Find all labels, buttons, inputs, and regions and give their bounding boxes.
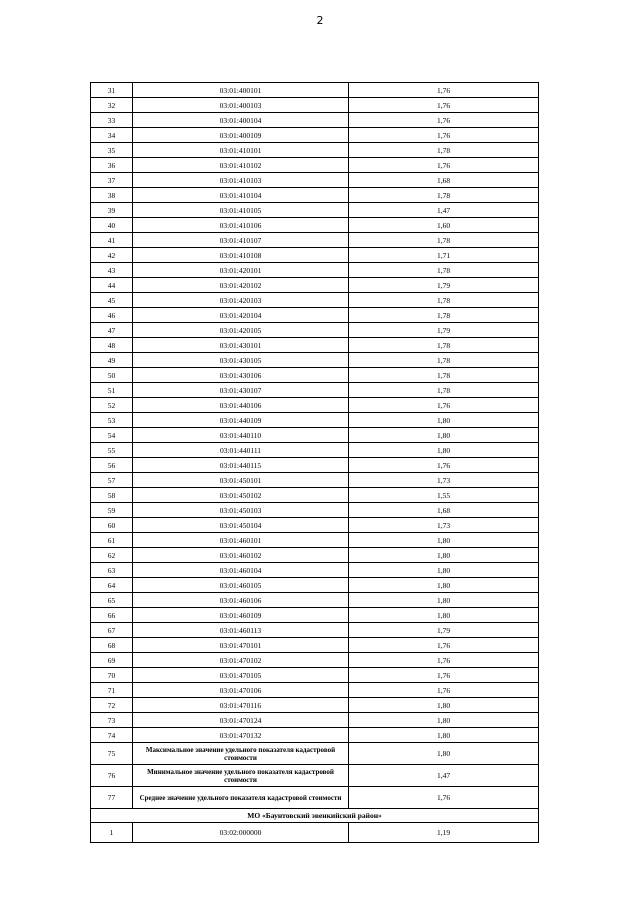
row-number: 50 [91,368,133,383]
row-number: 73 [91,713,133,728]
value-cell: 1,80 [349,728,539,743]
row-number: 55 [91,443,133,458]
value-cell: 1,78 [349,263,539,278]
value-cell: 1,78 [349,338,539,353]
row-number: 70 [91,668,133,683]
cadastral-value-table [90,82,539,843]
cadastral-code: 03:01:430106 [133,368,349,383]
table-row [91,293,539,308]
table-row [91,158,539,173]
summary-row [91,787,539,809]
cadastral-code: 03:01:420104 [133,308,349,323]
value-cell: 1,80 [349,743,539,765]
table-row [91,188,539,203]
summary-label: Среднее значение удельного показателя кадастровой стоимости [133,787,349,809]
table-row [91,473,539,488]
cadastral-code: 03:01:470116 [133,698,349,713]
page-number: 2 [316,14,324,27]
value-cell: 1,76 [349,668,539,683]
row-number: 75 [91,743,133,765]
table-row [91,593,539,608]
value-cell: 1,78 [349,293,539,308]
value-cell: 1,76 [349,98,539,113]
cadastral-code: 03:01:460109 [133,608,349,623]
row-number: 39 [91,203,133,218]
row-number: 51 [91,383,133,398]
table-row [91,323,539,338]
cadastral-code: 03:01:420103 [133,293,349,308]
table-row [91,503,539,518]
row-number: 76 [91,765,133,787]
cadastral-code: 03:01:410105 [133,203,349,218]
value-cell: 1,76 [349,398,539,413]
table-row [91,398,539,413]
value-cell: 1,68 [349,173,539,188]
value-cell: 1,80 [349,713,539,728]
row-number: 1 [91,823,133,843]
table-row [91,368,539,383]
value-cell: 1,76 [349,158,539,173]
row-number: 62 [91,548,133,563]
cadastral-code: 03:01:430107 [133,383,349,398]
row-number: 66 [91,608,133,623]
row-number: 74 [91,728,133,743]
cadastral-code: 03:01:450101 [133,473,349,488]
value-cell: 1,80 [349,698,539,713]
table-row [91,458,539,473]
cadastral-code: 03:01:430105 [133,353,349,368]
row-number: 42 [91,248,133,263]
cadastral-code: 03:01:440110 [133,428,349,443]
table-body [91,83,539,843]
cadastral-code: 03:01:430101 [133,338,349,353]
value-cell: 1,76 [349,683,539,698]
value-cell: 1,19 [349,823,539,843]
summary-label: Максимальное значение удельного показателя кадастровой стоимости [133,743,349,765]
row-number: 65 [91,593,133,608]
row-number: 72 [91,698,133,713]
value-cell: 1,78 [349,233,539,248]
table-row [91,823,539,843]
cadastral-code: 03:01:460105 [133,578,349,593]
row-number: 38 [91,188,133,203]
value-cell: 1,76 [349,458,539,473]
value-cell: 1,79 [349,278,539,293]
cadastral-code: 03:01:420101 [133,263,349,278]
table-row [91,263,539,278]
value-cell: 1,76 [349,113,539,128]
value-cell: 1,78 [349,383,539,398]
cadastral-code: 03:01:410108 [133,248,349,263]
row-number: 63 [91,563,133,578]
table-row [91,278,539,293]
table-row [91,638,539,653]
row-number: 41 [91,233,133,248]
table-row [91,173,539,188]
table-row [91,518,539,533]
value-cell: 1,68 [349,503,539,518]
value-cell: 1,80 [349,533,539,548]
row-number: 59 [91,503,133,518]
table-row [91,563,539,578]
value-cell: 1,71 [349,248,539,263]
row-number: 35 [91,143,133,158]
table-row [91,383,539,398]
cadastral-code: 03:01:410102 [133,158,349,173]
table-row [91,218,539,233]
row-number: 37 [91,173,133,188]
row-number: 31 [91,83,133,98]
row-number: 71 [91,683,133,698]
value-cell: 1,76 [349,638,539,653]
table-row [91,113,539,128]
row-number: 48 [91,338,133,353]
table-row [91,83,539,98]
table-row [91,713,539,728]
cadastral-code: 03:01:410104 [133,188,349,203]
summary-row [91,765,539,787]
row-number: 49 [91,353,133,368]
cadastral-code: 03:01:400101 [133,83,349,98]
table-row [91,608,539,623]
row-number: 64 [91,578,133,593]
table-row [91,533,539,548]
row-number: 47 [91,323,133,338]
table-row [91,548,539,563]
row-number: 60 [91,518,133,533]
value-cell: 1,78 [349,308,539,323]
value-cell: 1,80 [349,593,539,608]
summary-row [91,743,539,765]
row-number: 58 [91,488,133,503]
cadastral-code: 03:01:460104 [133,563,349,578]
value-cell: 1,80 [349,428,539,443]
cadastral-code: 03:01:460101 [133,533,349,548]
value-cell: 1,79 [349,623,539,638]
table-row [91,143,539,158]
row-number: 36 [91,158,133,173]
value-cell: 1,47 [349,765,539,787]
value-cell: 1,80 [349,563,539,578]
table-row [91,443,539,458]
row-number: 33 [91,113,133,128]
table-row [91,353,539,368]
cadastral-code: 03:01:460102 [133,548,349,563]
cadastral-code: 03:01:470124 [133,713,349,728]
row-number: 46 [91,308,133,323]
cadastral-code: 03:01:470105 [133,668,349,683]
value-cell: 1,73 [349,473,539,488]
cadastral-code: 03:01:410106 [133,218,349,233]
cadastral-code: 03:01:460113 [133,623,349,638]
cadastral-code: 03:01:440115 [133,458,349,473]
cadastral-code: 03:01:450103 [133,503,349,518]
table-row [91,308,539,323]
row-number: 67 [91,623,133,638]
cadastral-code: 03:01:420105 [133,323,349,338]
row-number: 32 [91,98,133,113]
value-cell: 1,76 [349,83,539,98]
value-cell: 1,76 [349,787,539,809]
row-number: 52 [91,398,133,413]
value-cell: 1,80 [349,443,539,458]
cadastral-code: 03:01:450104 [133,518,349,533]
row-number: 54 [91,428,133,443]
value-cell: 1,80 [349,608,539,623]
section-title: МО «Баунтовский эвенкийский район» [91,809,539,823]
row-number: 40 [91,218,133,233]
cadastral-code: 03:01:420102 [133,278,349,293]
cadastral-code: 03:01:410101 [133,143,349,158]
row-number: 43 [91,263,133,278]
row-number: 57 [91,473,133,488]
cadastral-code: 03:01:470132 [133,728,349,743]
value-cell: 1,78 [349,143,539,158]
table-row [91,413,539,428]
table-row [91,668,539,683]
row-number: 69 [91,653,133,668]
cadastral-code: 03:01:410103 [133,173,349,188]
value-cell: 1,76 [349,128,539,143]
summary-label: Минимальное значение удельного показателя кадастровой стоимости [133,765,349,787]
value-cell: 1,80 [349,548,539,563]
row-number: 45 [91,293,133,308]
table-row [91,698,539,713]
value-cell: 1,76 [349,653,539,668]
value-cell: 1,78 [349,353,539,368]
table-row [91,338,539,353]
cadastral-code: 03:01:470102 [133,653,349,668]
table-row [91,653,539,668]
cadastral-code: 03:01:440109 [133,413,349,428]
table-row [91,623,539,638]
cadastral-code: 03:01:470106 [133,683,349,698]
value-cell: 1,78 [349,368,539,383]
cadastral-code: 03:01:440111 [133,443,349,458]
cadastral-code: 03:01:400109 [133,128,349,143]
value-cell: 1,80 [349,413,539,428]
table-row [91,683,539,698]
table-row [91,728,539,743]
row-number: 61 [91,533,133,548]
cadastral-code: 03:01:450102 [133,488,349,503]
cadastral-code: 03:01:400103 [133,98,349,113]
cadastral-code: 03:01:400104 [133,113,349,128]
row-number: 68 [91,638,133,653]
cadastral-code: 03:02:000000 [133,823,349,843]
value-cell: 1,55 [349,488,539,503]
value-cell: 1,78 [349,188,539,203]
table-row [91,128,539,143]
value-cell: 1,80 [349,578,539,593]
row-number: 34 [91,128,133,143]
row-number: 53 [91,413,133,428]
row-number: 44 [91,278,133,293]
row-number: 56 [91,458,133,473]
cadastral-code: 03:01:470101 [133,638,349,653]
table-row [91,98,539,113]
value-cell: 1,47 [349,203,539,218]
row-number: 77 [91,787,133,809]
value-cell: 1,79 [349,323,539,338]
cadastral-code: 03:01:460106 [133,593,349,608]
table-row [91,233,539,248]
table-row [91,203,539,218]
cadastral-code: 03:01:440106 [133,398,349,413]
section-header-row [91,809,539,823]
table-row [91,248,539,263]
table-row [91,488,539,503]
table-row [91,578,539,593]
table-row [91,428,539,443]
cadastral-code: 03:01:410107 [133,233,349,248]
value-cell: 1,60 [349,218,539,233]
value-cell: 1,73 [349,518,539,533]
